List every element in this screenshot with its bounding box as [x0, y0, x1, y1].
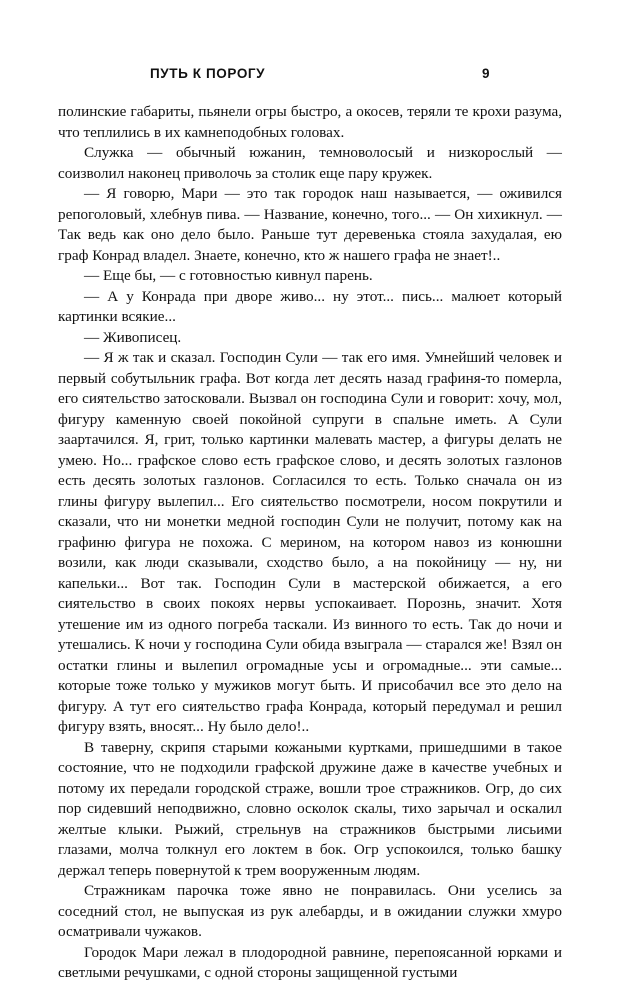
- paragraph: Городок Мари лежал в плодородной равнине, перепоясанной юрками и светлыми речушками, с одной стороны защищенной густыми: [58, 943, 562, 981]
- paragraph: Стражникам парочка тоже явно не понравилась. Они уселись за соседний стол, не выпуская из рук алебарды, и в ожидании служки хмуро осматривали чужаков.: [58, 882, 562, 940]
- running-title: ПУТЬ К ПОРОГУ: [150, 66, 266, 81]
- body-text: [58, 102, 562, 984]
- page-number: 9: [482, 66, 490, 81]
- paragraph: Служка — обычный южанин, темноволосый и низкорослый — соизволил наконец приволочь за столик еще пару кружек.: [58, 144, 562, 182]
- dialogue-line: — А у Конрада при дворе живо... ну этот... пись... малюет который картинки всякие...: [58, 287, 562, 325]
- dialogue-line: — Я говорю, Мари — это так городок наш называется, — оживился репоголовый, хлебнув пива. — Название, конечно, того... — Он хихикнул. — Так ведь как оно дело было. Раньше тут деревенька стояла захудалая, ею граф Конрад владел. Знаете, конечно, кто ж нашего графа не знает!..: [58, 185, 562, 264]
- dialogue-line: — Живописец.: [84, 328, 182, 346]
- dialogue-line: — Я ж так и сказал. Господин Сули — так его имя. Умнейший человек и первый собутыльник графа. Вот когда лет десять назад графиня-то померла, его сиятельство затосковали. Вызвал он господина Сули и говорит: хочу, мол, фигуру каменную своей покойной супруги в спальне иметь. А Сули заартачился. Я, грит, только картинки малевать мастер, а фигуры делать не умею. Но... графское слово есть графское слово, и десять золотых газлонов есть десять золотых газлонов. Согласился то есть. Только сначала он из глины фигуру вылепил... Его сиятельство посмотрели, носом покрутили и сказали, что ни монетки медной господин Сули не получит, потому как на графиню фигура не похожа. С мерином, на котором навоз из конюшни возили, как люди сказывали, сходство было, а на покойницу — ну, ни капельки... Вот так. Господин Сули в мастерской обижается, а его сиятельство в своих покоях нервы успокаивает. Порознь, значит. Хотя утешение им из одного погреба таскали. Из винного то есть. Так до ночи и утешались. К ночи у господина Сули обида взыграла — старался же! Взял он остатки глины и вылепил огромадные усы и огромадные... эти самые... которые тоже только у мужиков могут быть. И присобачил все это дело на фигуру. А тут его сиятельство графа Конрада, который передумал и решил фигуру взять, вносят... Ну было дело!..: [58, 349, 562, 735]
- paragraph-continued: полинские габариты, пьянели огры быстро, а окосев, теряли те крохи разума, что теплились в их камнеподобных головах.: [58, 103, 562, 141]
- dialogue-line: — Еще бы, — с готовностью кивнул парень.: [84, 267, 373, 284]
- page-header: [58, 66, 562, 88]
- paragraph: В таверну, скрипя старыми кожаными куртками, пришедшими в такое состояние, что не подходили графской дружине даже в качестве учебных и потому их передали городской страже, вошли трое стражников. Огр, до сих пор сидевший неподвижно, словно осколок скалы, тихо зарычал и оскалил желтые клыки. Рыжий, стрельнув на стражников быстрыми лисьими глазами, молча толкнул его локтем в бок. Огр успокоился, только башку держал теперь повернутой к трем вооруженным людям.: [58, 738, 562, 879]
- book-page: [58, 66, 562, 984]
